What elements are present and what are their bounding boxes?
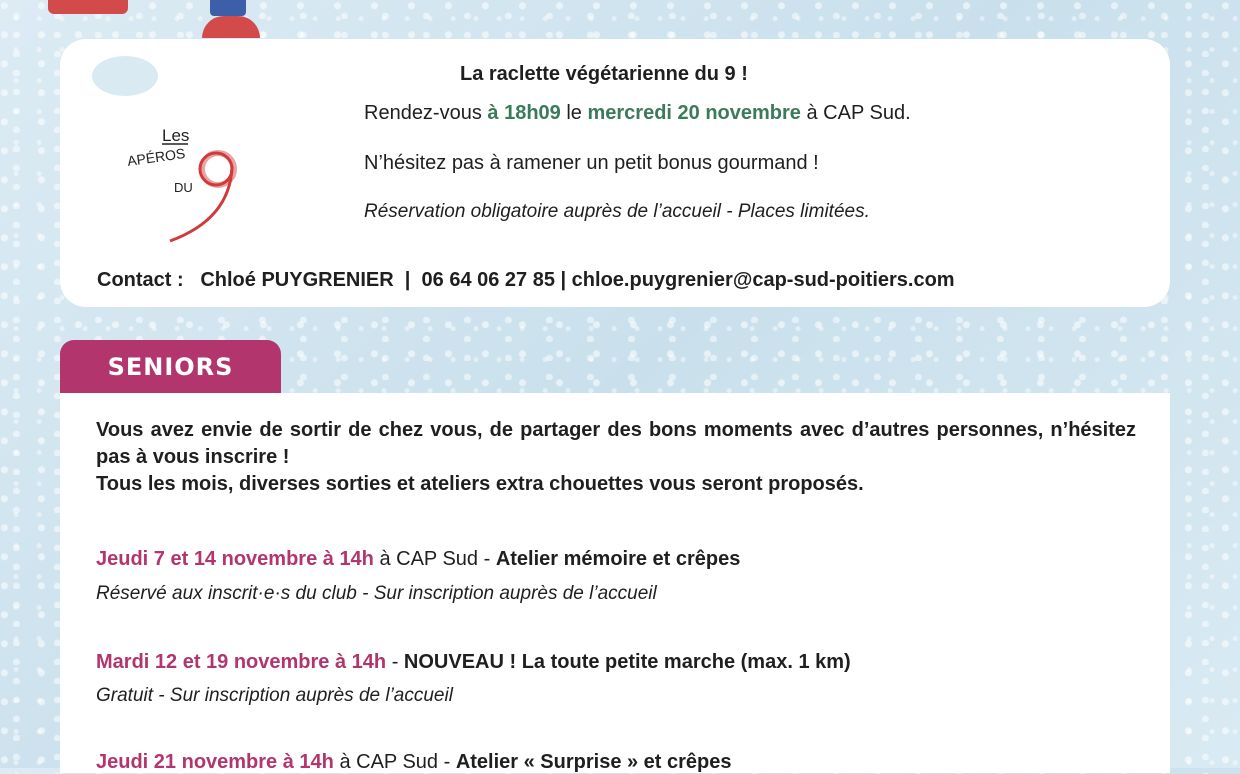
activity-3-heading: Jeudi 21 novembre à 14h à CAP Sud - Atelier « Surprise » et crêpes xyxy=(96,751,732,773)
event-bonus-text: N’hésitez pas à ramener un petit bonus gourmand ! xyxy=(364,152,819,174)
activity-1-title: Atelier mémoire et crêpes xyxy=(495,548,741,570)
intro-line-2: Tous les mois, diverses sorties et ateliers extra chouettes vous seront proposés. xyxy=(96,473,864,495)
event-date: mercredi 20 novembre xyxy=(587,102,801,124)
activity-3-title: Atelier « Surprise » et crêpes xyxy=(455,751,732,773)
decor-red-shape-2 xyxy=(202,16,260,38)
activity-2-heading: Mardi 12 et 19 novembre à 14h - NOUVEAU ! La toute petite marche (max. 1 km) xyxy=(96,651,851,673)
activity-2-date: Mardi 12 et 19 novembre à 14h xyxy=(96,651,387,673)
decor-bubble xyxy=(92,56,158,96)
event-time: à 18h09 xyxy=(487,102,561,124)
activity-3-date: Jeudi 21 novembre à 14h xyxy=(96,751,334,773)
logo-aperos: APÉROS xyxy=(126,145,187,169)
logo-du: DU xyxy=(174,180,193,195)
aperos-du-9-logo xyxy=(122,119,242,249)
activity-1-heading: Jeudi 7 et 14 novembre à 14h à CAP Sud - Atelier mémoire et crêpes xyxy=(96,548,741,570)
activity-1-note: Réservé aux inscrit·e·s du club - Sur inscription auprès de l’accueil xyxy=(96,583,657,604)
logo-les: Les xyxy=(162,126,190,145)
event-card xyxy=(60,39,1170,307)
seniors-tab-label: SENIORS xyxy=(107,353,234,381)
decor-red-shape xyxy=(48,0,128,14)
activity-1-date: Jeudi 7 et 14 novembre à 14h xyxy=(96,548,374,570)
contact-line: Contact : Chloé PUYGRENIER | 06 64 06 27 85 | chloe.puygrenier@cap-sud-poitiers.com xyxy=(97,269,955,291)
event-rendezvous: Rendez-vous à 18h09 le mercredi 20 novembre à CAP Sud. xyxy=(364,102,911,124)
event-title: La raclette végétarienne du 9 ! xyxy=(460,63,748,85)
seniors-card xyxy=(60,393,1170,773)
seniors-intro xyxy=(96,417,1136,498)
logo-nine: 9 xyxy=(122,119,123,120)
decor-blue-shape xyxy=(210,0,246,16)
activity-2-title: NOUVEAU ! La toute petite marche (max. 1 km) xyxy=(403,651,851,673)
intro-line-1: Vous avez envie de sortir de chez vous, de partager des bons moments avec d’autres personnes, n’hésitez pas à vous inscrire ! xyxy=(96,419,1136,468)
seniors-section-tab xyxy=(60,340,281,394)
event-reservation-note: Réservation obligatoire auprès de l’accueil - Places limitées. xyxy=(364,201,870,222)
activity-2-note: Gratuit - Sur inscription auprès de l’accueil xyxy=(96,685,453,706)
